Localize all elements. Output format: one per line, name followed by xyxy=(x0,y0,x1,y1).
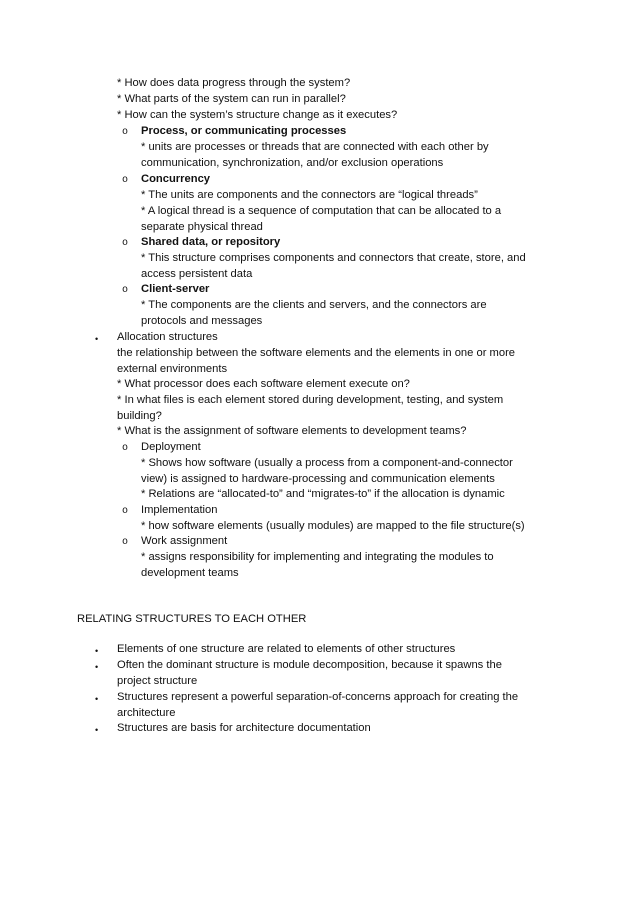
section-desc: external environments xyxy=(117,363,228,375)
bullet-icon: • xyxy=(95,334,99,344)
item-line: communication, synchronization, and/or exclusion operations xyxy=(141,157,444,169)
list-item: Structures represent a powerful separation-of-concerns approach for creating the xyxy=(117,691,519,703)
item-title: Process, or communicating processes xyxy=(141,125,347,137)
sub-bullet-icon: o xyxy=(122,285,129,296)
question-line: * How can the system’s structure change as it executes? xyxy=(117,109,398,121)
sub-bullet-icon: o xyxy=(122,238,129,249)
list-item: Often the dominant structure is module decomposition, because it spawns the xyxy=(117,659,502,671)
item-line: * Shows how software (usually a process from a component-and-connector xyxy=(141,457,513,469)
sub-bullet-icon: o xyxy=(122,506,129,517)
question-line: building? xyxy=(117,410,162,422)
bullet-icon: • xyxy=(95,725,99,735)
section-title: Allocation structures xyxy=(117,331,218,343)
sub-bullet-icon: o xyxy=(122,127,129,138)
item-line: * assigns responsibility for implementing and integrating the modules to xyxy=(141,551,494,563)
bullet-icon: • xyxy=(95,646,99,656)
list-item: Structures are basis for architecture documentation xyxy=(117,722,371,734)
sub-bullet-icon: o xyxy=(122,175,129,186)
item-line: * units are processes or threads that are connected with each other by xyxy=(141,141,489,153)
section-desc: the relationship between the software elements and the elements in one or more xyxy=(117,347,516,359)
item-line: access persistent data xyxy=(141,268,253,280)
sub-bullet-icon: o xyxy=(122,443,129,454)
item-line: * The components are the clients and servers, and the connectors are xyxy=(141,299,487,311)
question-line: * What parts of the system can run in parallel? xyxy=(117,93,346,105)
item-line: protocols and messages xyxy=(141,315,263,327)
question-line: * What processor does each software element execute on? xyxy=(117,378,410,390)
question-line: * How does data progress through the system? xyxy=(117,77,351,89)
item-title: Implementation xyxy=(141,504,218,516)
item-title: Shared data, or repository xyxy=(141,236,281,248)
item-line: * The units are components and the connectors are “logical threads” xyxy=(141,189,478,201)
item-title: Deployment xyxy=(141,441,201,453)
question-line: * What is the assignment of software elements to development teams? xyxy=(117,425,467,437)
list-item: architecture xyxy=(117,707,176,719)
item-line: development teams xyxy=(141,567,239,579)
bullet-icon: • xyxy=(95,694,99,704)
list-item: project structure xyxy=(117,675,198,687)
item-line: separate physical thread xyxy=(141,221,263,233)
item-line: * This structure comprises components and connectors that create, store, and xyxy=(141,252,526,264)
item-title: Client-server xyxy=(141,283,210,295)
item-line: * A logical thread is a sequence of computation that can be allocated to a xyxy=(141,205,502,217)
item-title: Concurrency xyxy=(141,173,211,185)
sub-bullet-icon: o xyxy=(122,537,129,548)
item-line: * Relations are “allocated-to” and “migrates-to” if the allocation is dynamic xyxy=(141,488,505,500)
item-line: * how software elements (usually modules) are mapped to the file structure(s) xyxy=(141,520,525,532)
list-item: Elements of one structure are related to elements of other structures xyxy=(117,643,456,655)
item-line: view) is assigned to hardware-processing and communication elements xyxy=(141,473,495,485)
question-line: * In what files is each element stored during development, testing, and system xyxy=(117,394,504,406)
bullet-icon: • xyxy=(95,662,99,672)
item-title: Work assignment xyxy=(141,535,228,547)
section-heading: RELATING STRUCTURES TO EACH OTHER xyxy=(77,613,307,625)
